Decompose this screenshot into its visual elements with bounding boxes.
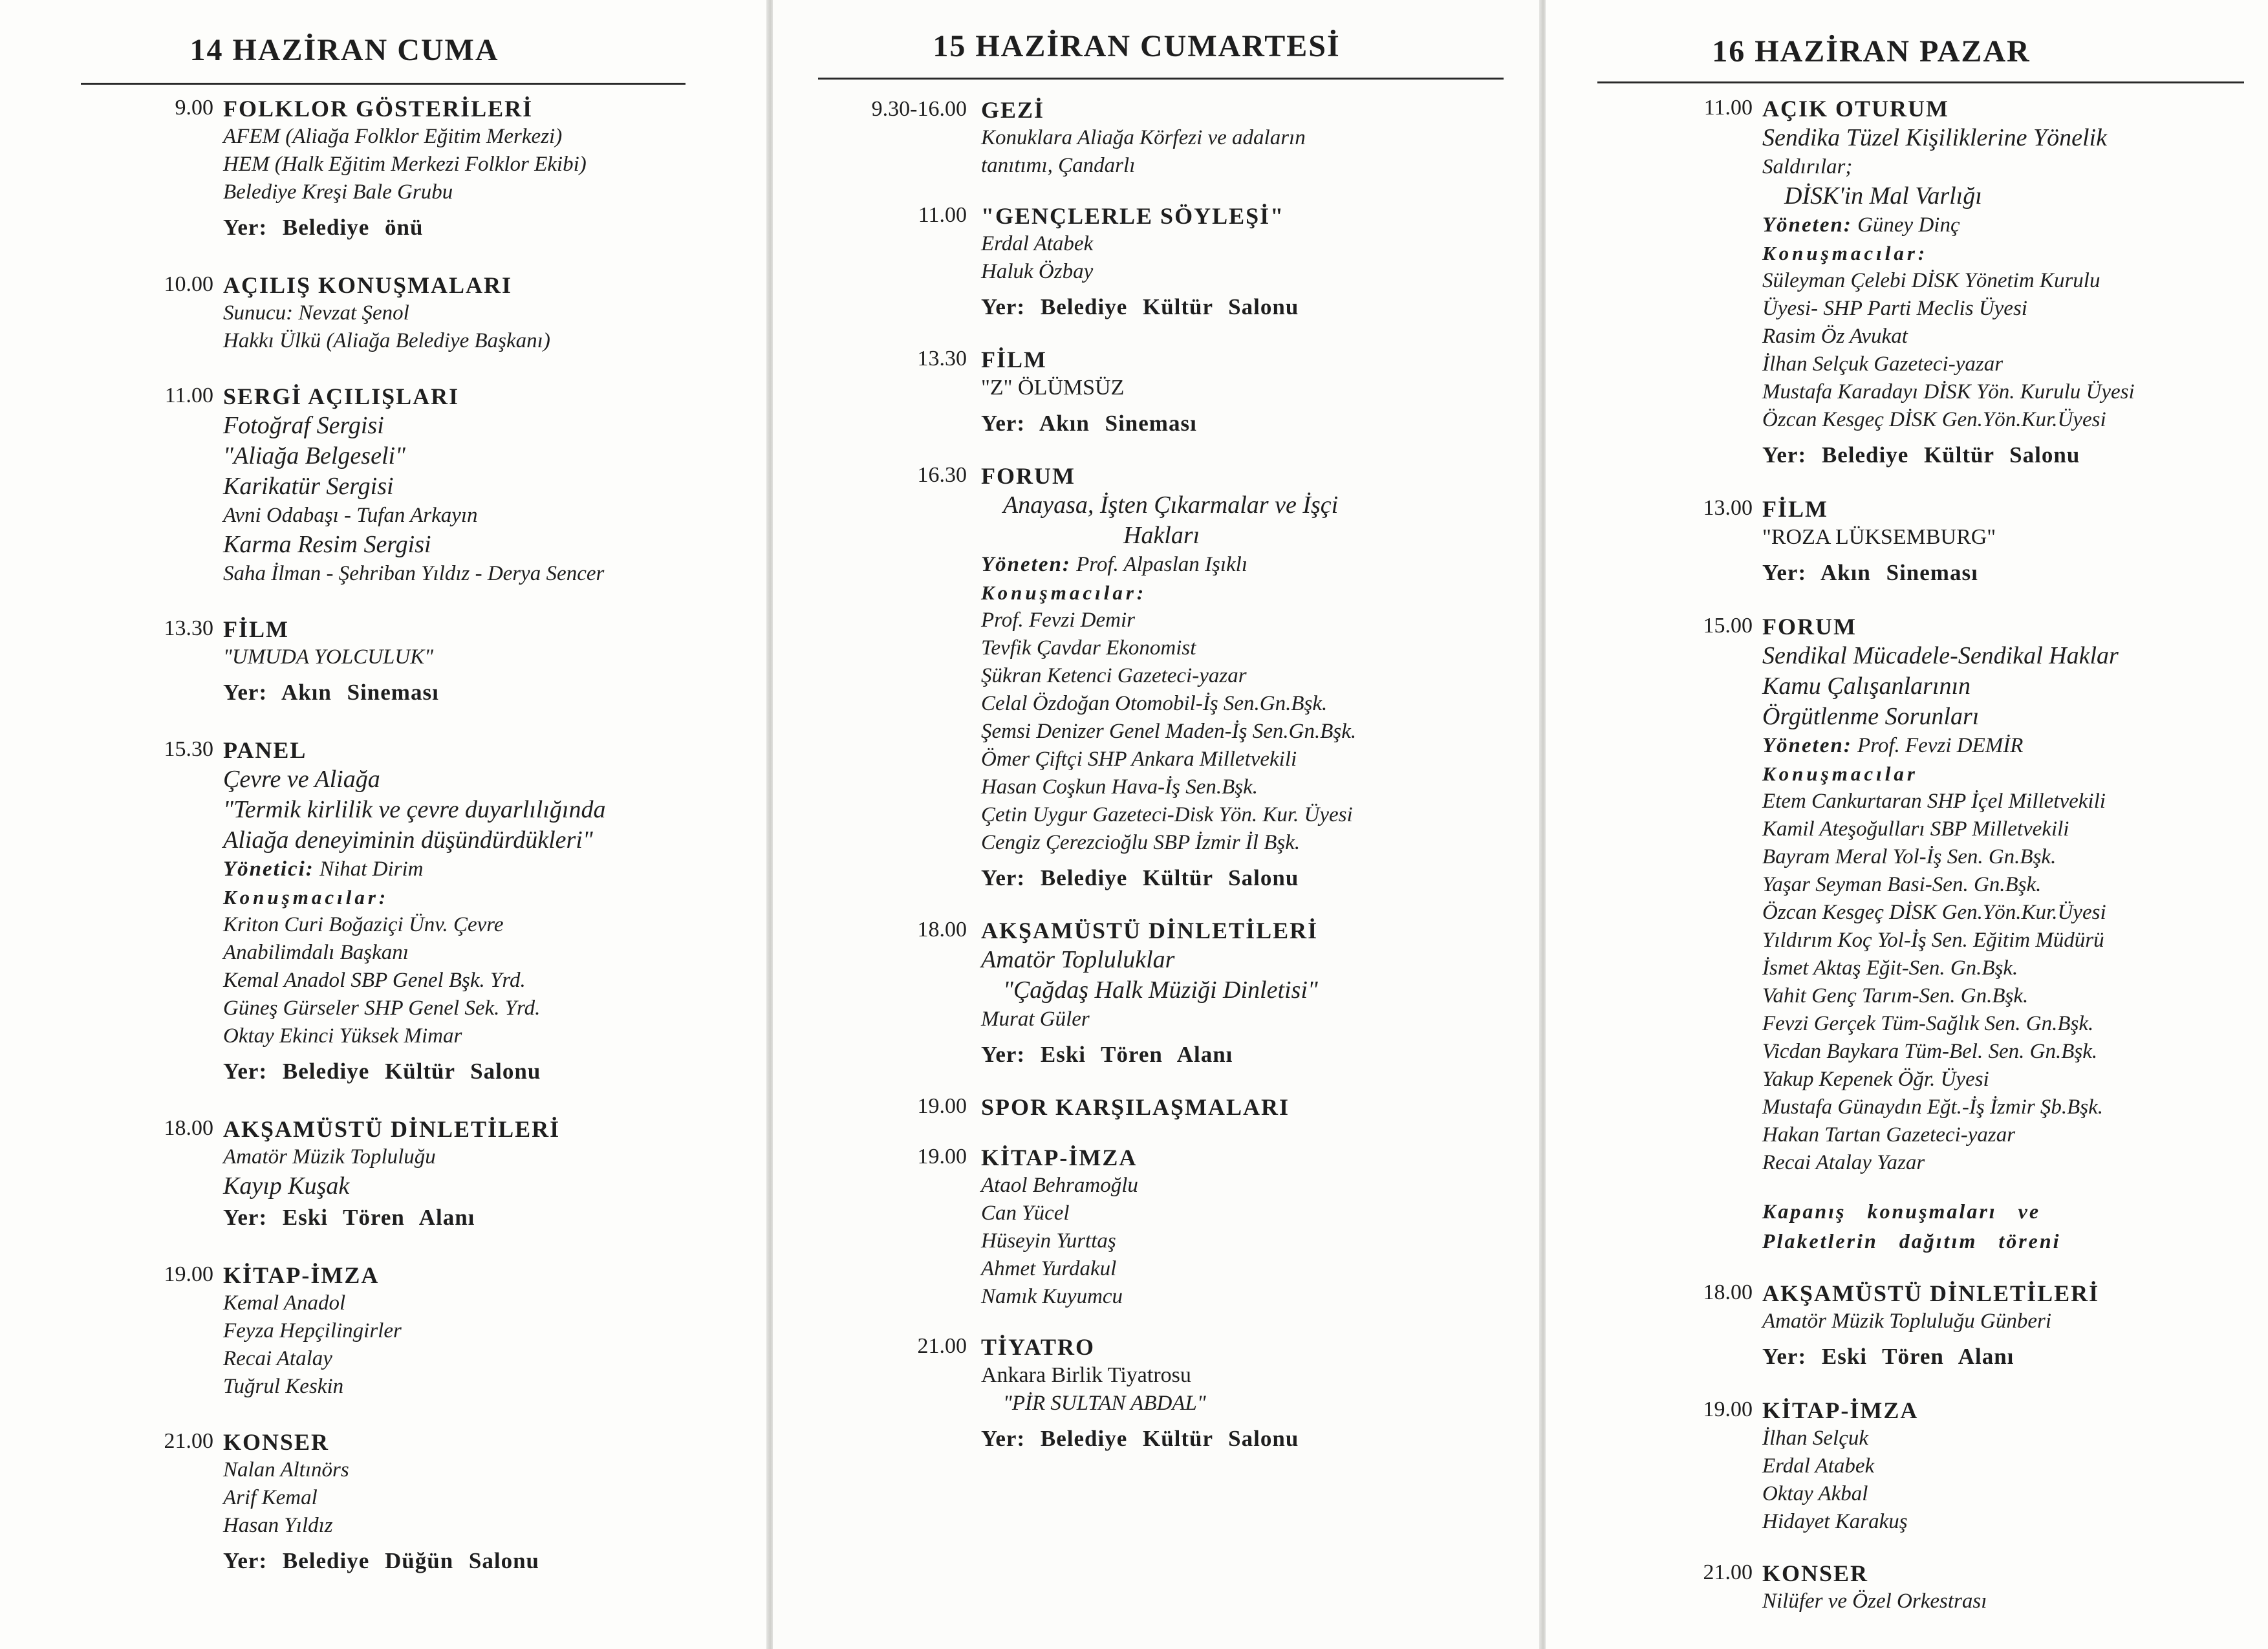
event-item xyxy=(773,462,1529,894)
event-detail-line: Can Yücel xyxy=(981,1202,1070,1225)
event-time: 13.30 xyxy=(164,616,213,640)
event-location: Yer: Akın Sineması xyxy=(981,411,1197,436)
event-detail-line: Fevzi Gerçek Tüm-Sağlık Sen. Gn.Bşk. xyxy=(1762,1012,2094,1035)
event-list xyxy=(773,96,1529,1477)
event-time: 13.30 xyxy=(917,347,967,371)
event-detail-line: Şükran Ketenci Gazeteci-yazar xyxy=(981,664,1247,687)
event-detail-line: Etem Cankurtaran SHP İçel Milletvekili xyxy=(1762,790,2106,813)
event-title: KONSER xyxy=(1762,1560,1869,1586)
event-location: Yer: Akın Sineması xyxy=(1762,560,1978,585)
event-time: 21.00 xyxy=(164,1429,213,1453)
event-body xyxy=(981,202,1529,323)
event-title: FİLM xyxy=(223,616,289,642)
event-detail-line: Sendika Tüzel Kişiliklerine Yönelik xyxy=(1762,124,2107,151)
event-time: 9.30-16.00 xyxy=(871,97,967,121)
event-title: FORUM xyxy=(1762,614,1857,640)
moderator-name: Nihat Dirim xyxy=(314,857,424,881)
event-detail-line: Kamu Çalışanlarının xyxy=(1762,673,1971,700)
event-detail-line: İlhan Selçuk xyxy=(1762,1427,1869,1450)
event-detail-line: Hasan Yıldız xyxy=(223,1514,333,1537)
event-detail-line: Anayasa, İşten Çıkarmalar ve İşçi xyxy=(1003,491,1339,519)
event-detail-line: Karma Resim Sergisi xyxy=(223,531,431,558)
event-detail-line: Tuğrul Keskin xyxy=(223,1375,344,1398)
event-item xyxy=(1546,1396,2257,1536)
event-item xyxy=(129,736,750,1088)
event-detail-line: Yakup Kepenek Öğr. Üyesi xyxy=(1762,1068,1989,1091)
event-location: Yer: Belediye Kültür Salonu xyxy=(223,1059,541,1084)
event-time: 11.00 xyxy=(1703,96,1753,120)
event-detail-line: Süleyman Çelebi DİSK Yönetim Kurulu xyxy=(1762,269,2101,292)
event-detail-line: Özcan Kesgeç DİSK Gen.Yön.Kur.Üyesi xyxy=(1762,901,2106,924)
event-location: Yer: Belediye Kültür Salonu xyxy=(1762,442,2080,468)
event-body xyxy=(1762,1279,2257,1373)
event-detail-line: Hasan Coşkun Hava-İş Sen.Bşk. xyxy=(981,775,1258,799)
event-item xyxy=(773,1093,1529,1121)
event-time: 11.00 xyxy=(164,383,213,407)
heading-rule xyxy=(81,83,686,85)
speakers-label: Konuşmacılar: xyxy=(223,886,389,909)
event-location: Yer: Belediye Kültür Salonu xyxy=(981,865,1299,890)
event-title: "GENÇLERLE SÖYLEŞİ" xyxy=(981,203,1285,229)
event-item xyxy=(129,1261,750,1401)
event-detail-line: "UMUDA YOLCULUK" xyxy=(223,645,434,669)
event-body xyxy=(223,736,750,1088)
speakers-label: Konuşmacılar xyxy=(1762,762,1918,785)
heading-rule xyxy=(1597,81,2244,83)
event-detail-line: Saha İlman - Şehriban Yıldız - Derya Sencer xyxy=(223,562,605,585)
event-detail-line: İsmet Aktaş Eğit-Sen. Gn.Bşk. xyxy=(1762,956,2018,980)
event-detail-line: Sunucu: Nevzat Şenol xyxy=(223,301,409,325)
moderator-name: Prof. Fevzi DEMİR xyxy=(1852,734,2024,757)
day-panel-saturday xyxy=(773,0,1539,1649)
event-time: 16.30 xyxy=(917,463,967,487)
event-detail-line: Örgütlenme Sorunları xyxy=(1762,703,1980,730)
moderator-line xyxy=(1762,211,2257,239)
event-detail-line: Hakan Tartan Gazeteci-yazar xyxy=(1762,1123,2016,1147)
event-detail-line: Celal Özdoğan Otomobil-İş Sen.Gn.Bşk. xyxy=(981,692,1328,715)
event-title: KİTAP-İMZA xyxy=(981,1145,1138,1170)
event-detail-line: Cengiz Çerezcioğlu SBP İzmir İl Bşk. xyxy=(981,831,1301,854)
event-body xyxy=(223,1261,750,1401)
event-detail-line: Amatör Topluluklar xyxy=(981,946,1175,973)
event-item xyxy=(129,271,750,355)
event-detail-line: Bayram Meral Yol-İş Sen. Gn.Bşk. xyxy=(1762,845,2057,868)
day-heading: 16 HAZİRAN PAZAR xyxy=(1712,34,2031,69)
event-location: Yer: Belediye önü xyxy=(223,215,424,240)
event-body xyxy=(981,1093,1529,1121)
event-body xyxy=(1762,495,2257,589)
event-item xyxy=(773,96,1529,180)
event-item xyxy=(129,94,750,244)
moderator-label: Yönetici: xyxy=(223,857,314,881)
event-title: GEZİ xyxy=(981,97,1045,123)
event-body xyxy=(223,94,750,244)
event-detail-line: Haluk Özbay xyxy=(981,260,1094,283)
event-title: AKŞAMÜSTÜ DİNLETİLERİ xyxy=(981,918,1319,943)
event-detail-line: Erdal Atabek xyxy=(981,232,1094,255)
event-detail-line: Ankara Birlik Tiyatrosu xyxy=(981,1363,1191,1387)
event-location: Yer: Eski Tören Alanı xyxy=(1762,1344,2014,1369)
event-detail-line: Güneş Gürseler SHP Genel Sek. Yrd. xyxy=(223,997,541,1020)
event-body xyxy=(1762,1559,2257,1615)
event-detail-line: Oktay Akbal xyxy=(1762,1482,1868,1505)
event-location: Yer: Belediye Düğün Salonu xyxy=(223,1548,540,1573)
event-item xyxy=(773,916,1529,1071)
event-detail-line: Özcan Kesgeç DİSK Gen.Yön.Kur.Üyesi xyxy=(1762,408,2106,431)
event-time: 10.00 xyxy=(164,272,213,296)
moderator-label: Yöneten: xyxy=(1762,734,1852,757)
event-item xyxy=(773,1333,1529,1455)
event-body xyxy=(223,271,750,355)
event-time: 19.00 xyxy=(164,1262,213,1286)
event-detail-line: Kamil Ateşoğulları SBP Milletvekili xyxy=(1762,817,2069,841)
event-detail-line: Hakkı Ülkü (Aliağa Belediye Başkanı) xyxy=(223,329,550,352)
event-detail-line: Kemal Anadol xyxy=(223,1291,346,1315)
closing-note: Kapanış konuşmaları ve xyxy=(1762,1200,2041,1223)
event-time: 21.00 xyxy=(1703,1560,1753,1584)
event-detail-line: Feyza Hepçilingirler xyxy=(223,1319,402,1342)
event-detail-line: Kayıp Kuşak xyxy=(223,1172,350,1200)
event-item xyxy=(129,382,750,588)
event-body xyxy=(981,1143,1529,1311)
event-title: AÇILIŞ KONUŞMALARI xyxy=(223,272,513,298)
event-body xyxy=(981,462,1529,894)
event-detail-line: "PİR SULTAN ABDAL" xyxy=(1003,1392,1206,1415)
event-detail-line: "Termik kirlilik ve çevre duyarlılığında xyxy=(223,796,606,823)
event-detail-line: Vicdan Baykara Tüm-Bel. Sen. Gn.Bşk. xyxy=(1762,1040,2098,1063)
event-detail-line: Çetin Uygur Gazeteci-Disk Yön. Kur. Üyesi xyxy=(981,803,1353,826)
moderator-label: Yöneten: xyxy=(981,553,1071,576)
event-time: 18.00 xyxy=(164,1116,213,1140)
event-item xyxy=(1546,1279,2257,1373)
event-item xyxy=(1546,1559,2257,1615)
event-detail-line: Recai Atalay xyxy=(223,1347,332,1370)
event-detail-line: Kriton Curi Boğaziçi Ünv. Çevre xyxy=(223,913,504,936)
event-detail-line: Murat Güler xyxy=(981,1008,1090,1031)
event-detail-line: Çevre ve Aliağa xyxy=(223,766,380,793)
event-title: KİTAP-İMZA xyxy=(1762,1397,1919,1423)
event-body xyxy=(223,615,750,709)
event-item xyxy=(773,202,1529,323)
event-title: AKŞAMÜSTÜ DİNLETİLERİ xyxy=(223,1116,561,1142)
event-detail-line: Üyesi- SHP Parti Meclis Üyesi xyxy=(1762,297,2027,320)
event-body xyxy=(981,1333,1529,1455)
event-detail-line: Anabilimdalı Başkanı xyxy=(223,941,409,964)
event-title: FİLM xyxy=(1762,496,1828,522)
event-detail-line: Namık Kuyumcu xyxy=(981,1285,1123,1308)
event-body xyxy=(981,345,1529,440)
event-detail-line: Belediye Kreşi Bale Grubu xyxy=(223,180,453,204)
event-detail-line: Sendikal Mücadele-Sendikal Haklar xyxy=(1762,642,2119,669)
event-location: Yer: Belediye Kültür Salonu xyxy=(981,294,1299,319)
event-location: Yer: Eski Tören Alanı xyxy=(981,1042,1233,1067)
event-title: AÇIK OTURUM xyxy=(1762,96,1949,122)
day-panel-friday xyxy=(0,0,766,1649)
event-detail-line: "Aliağa Belgeseli" xyxy=(223,442,406,469)
event-detail-line: Arif Kemal xyxy=(223,1486,318,1509)
event-item xyxy=(773,345,1529,440)
event-detail-line: Ahmet Yurdakul xyxy=(981,1257,1117,1280)
event-detail-line: Avni Odabaşı - Tufan Arkayın xyxy=(223,504,478,527)
event-body xyxy=(223,1428,750,1577)
event-detail-line: Fotoğraf Sergisi xyxy=(223,412,384,439)
event-detail-line: Amatör Müzik Topluluğu Günberi xyxy=(1762,1310,2052,1333)
event-detail-line: Nalan Altınörs xyxy=(223,1458,349,1482)
event-time: 15.00 xyxy=(1703,614,1753,638)
event-item xyxy=(1546,495,2257,589)
event-body xyxy=(981,916,1529,1071)
event-detail-line: Yaşar Seyman Basi-Sen. Gn.Bşk. xyxy=(1762,873,2042,896)
event-time: 13.00 xyxy=(1703,496,1753,520)
speakers-label: Konuşmacılar: xyxy=(1762,242,1928,264)
day-heading: 15 HAZİRAN CUMARTESİ xyxy=(933,29,1341,63)
event-body xyxy=(1762,612,2257,1256)
event-body xyxy=(981,96,1529,180)
event-item xyxy=(129,1115,750,1234)
event-time: 11.00 xyxy=(918,203,967,227)
moderator-label: Yöneten: xyxy=(1762,213,1852,237)
event-title: AKŞAMÜSTÜ DİNLETİLERİ xyxy=(1762,1280,2100,1306)
event-body xyxy=(1762,94,2257,471)
event-time: 18.00 xyxy=(917,918,967,942)
event-title: FİLM xyxy=(981,347,1047,372)
event-body xyxy=(1762,1396,2257,1536)
day-heading: 14 HAZİRAN CUMA xyxy=(189,33,499,67)
event-detail-line: Amatör Müzik Topluluğu xyxy=(223,1145,436,1169)
event-body xyxy=(223,1115,750,1234)
heading-rule xyxy=(818,78,1504,80)
event-title: TİYATRO xyxy=(981,1334,1096,1360)
closing-note: Plaketlerin dağıtım töreni xyxy=(1762,1229,2061,1253)
event-detail-line: Ataol Behramoğlu xyxy=(981,1174,1138,1197)
event-time: 21.00 xyxy=(917,1334,967,1358)
event-location: Yer: Eski Tören Alanı xyxy=(223,1205,475,1230)
moderator-line xyxy=(223,856,750,883)
event-list xyxy=(1546,94,2257,1639)
moderator-line xyxy=(981,551,1529,579)
event-location: Yer: Akın Sineması xyxy=(223,680,439,705)
moderator-name: Güney Dinç xyxy=(1852,213,1960,237)
event-location: Yer: Belediye Kültür Salonu xyxy=(981,1426,1299,1451)
event-title: KİTAP-İMZA xyxy=(223,1262,380,1288)
event-time: 9.00 xyxy=(175,96,213,120)
event-list xyxy=(129,94,750,1604)
event-detail-line: "ROZA LÜKSEMBURG" xyxy=(1762,525,1996,549)
event-detail-line: Tevfik Çavdar Ekonomist xyxy=(981,636,1196,660)
event-time: 19.00 xyxy=(917,1145,967,1169)
event-item xyxy=(773,1143,1529,1311)
event-title: KONSER xyxy=(223,1429,330,1455)
moderator-line xyxy=(1762,732,2257,760)
event-detail-line: Prof. Fevzi Demir xyxy=(981,609,1135,632)
event-detail-line: İlhan Selçuk Gazeteci-yazar xyxy=(1762,352,2003,376)
event-time: 19.00 xyxy=(1703,1397,1753,1421)
event-detail-line: Hakları xyxy=(1123,522,1200,549)
event-detail-line: HEM (Halk Eğitim Merkezi Folklor Ekibi) xyxy=(223,153,587,176)
event-detail-line: Mustafa Karadayı DİSK Yön. Kurulu Üyesi xyxy=(1762,380,2135,404)
event-title: FOLKLOR GÖSTERİLERİ xyxy=(223,96,534,122)
event-title: SPOR KARŞILAŞMALARI xyxy=(981,1094,1290,1120)
event-detail-line: "Z" ÖLÜMSÜZ xyxy=(981,376,1125,400)
event-detail-line: "Çağdaş Halk Müziği Dinletisi" xyxy=(1003,976,1318,1004)
event-time: 18.00 xyxy=(1703,1280,1753,1304)
event-detail-line: Aliağa deneyiminin düşündürdükleri" xyxy=(223,826,593,854)
moderator-name: Prof. Alpaslan Işıklı xyxy=(1070,553,1247,576)
event-detail-line: Konuklara Aliağa Körfezi ve adaların xyxy=(981,126,1306,149)
day-panel-sunday xyxy=(1546,0,2268,1649)
event-item xyxy=(1546,612,2257,1256)
event-detail-line: Mustafa Günaydın Eğt.-İş İzmir Şb.Bşk. xyxy=(1762,1095,2104,1119)
event-title: FORUM xyxy=(981,463,1075,489)
event-detail-line: Hüseyin Yurttaş xyxy=(981,1229,1116,1253)
event-detail-line: Kemal Anadol SBP Genel Bşk. Yrd. xyxy=(223,969,526,992)
event-time: 15.30 xyxy=(164,737,213,761)
event-detail-line: Saldırılar; xyxy=(1762,155,1853,178)
event-detail-line: tanıtımı, Çandarlı xyxy=(981,154,1136,177)
speakers-label: Konuşmacılar: xyxy=(981,581,1147,604)
event-item xyxy=(129,1428,750,1577)
event-title: SERGİ AÇILIŞLARI xyxy=(223,383,460,409)
event-detail-line: Şemsi Denizer Genel Maden-İş Sen.Gn.Bşk. xyxy=(981,720,1357,743)
event-detail-line: Hidayet Karakuş xyxy=(1762,1510,1908,1533)
event-title: PANEL xyxy=(223,737,307,763)
event-item xyxy=(1546,94,2257,471)
event-detail-line: Nilüfer ve Özel Orkestrası xyxy=(1762,1590,1987,1613)
event-detail-line: DİSK'in Mal Varlığı xyxy=(1784,182,1982,210)
event-item xyxy=(129,615,750,709)
event-detail-line: Recai Atalay Yazar xyxy=(1762,1151,1925,1174)
event-detail-line: Erdal Atabek xyxy=(1762,1454,1875,1478)
event-detail-line: Oktay Ekinci Yüksek Mimar xyxy=(223,1024,462,1048)
event-detail-line: Vahit Genç Tarım-Sen. Gn.Bşk. xyxy=(1762,984,2029,1008)
event-time: 19.00 xyxy=(917,1094,967,1118)
event-detail-line: Ömer Çiftçi SHP Ankara Milletvekili xyxy=(981,748,1297,771)
event-body xyxy=(223,382,750,588)
event-detail-line: Rasim Öz Avukat xyxy=(1762,325,1908,348)
event-detail-line: AFEM (Aliağa Folklor Eğitim Merkezi) xyxy=(223,125,563,148)
event-detail-line: Yıldırım Koç Yol-İş Sen. Eğitim Müdürü xyxy=(1762,929,2104,952)
event-detail-line: Karikatür Sergisi xyxy=(223,473,394,500)
